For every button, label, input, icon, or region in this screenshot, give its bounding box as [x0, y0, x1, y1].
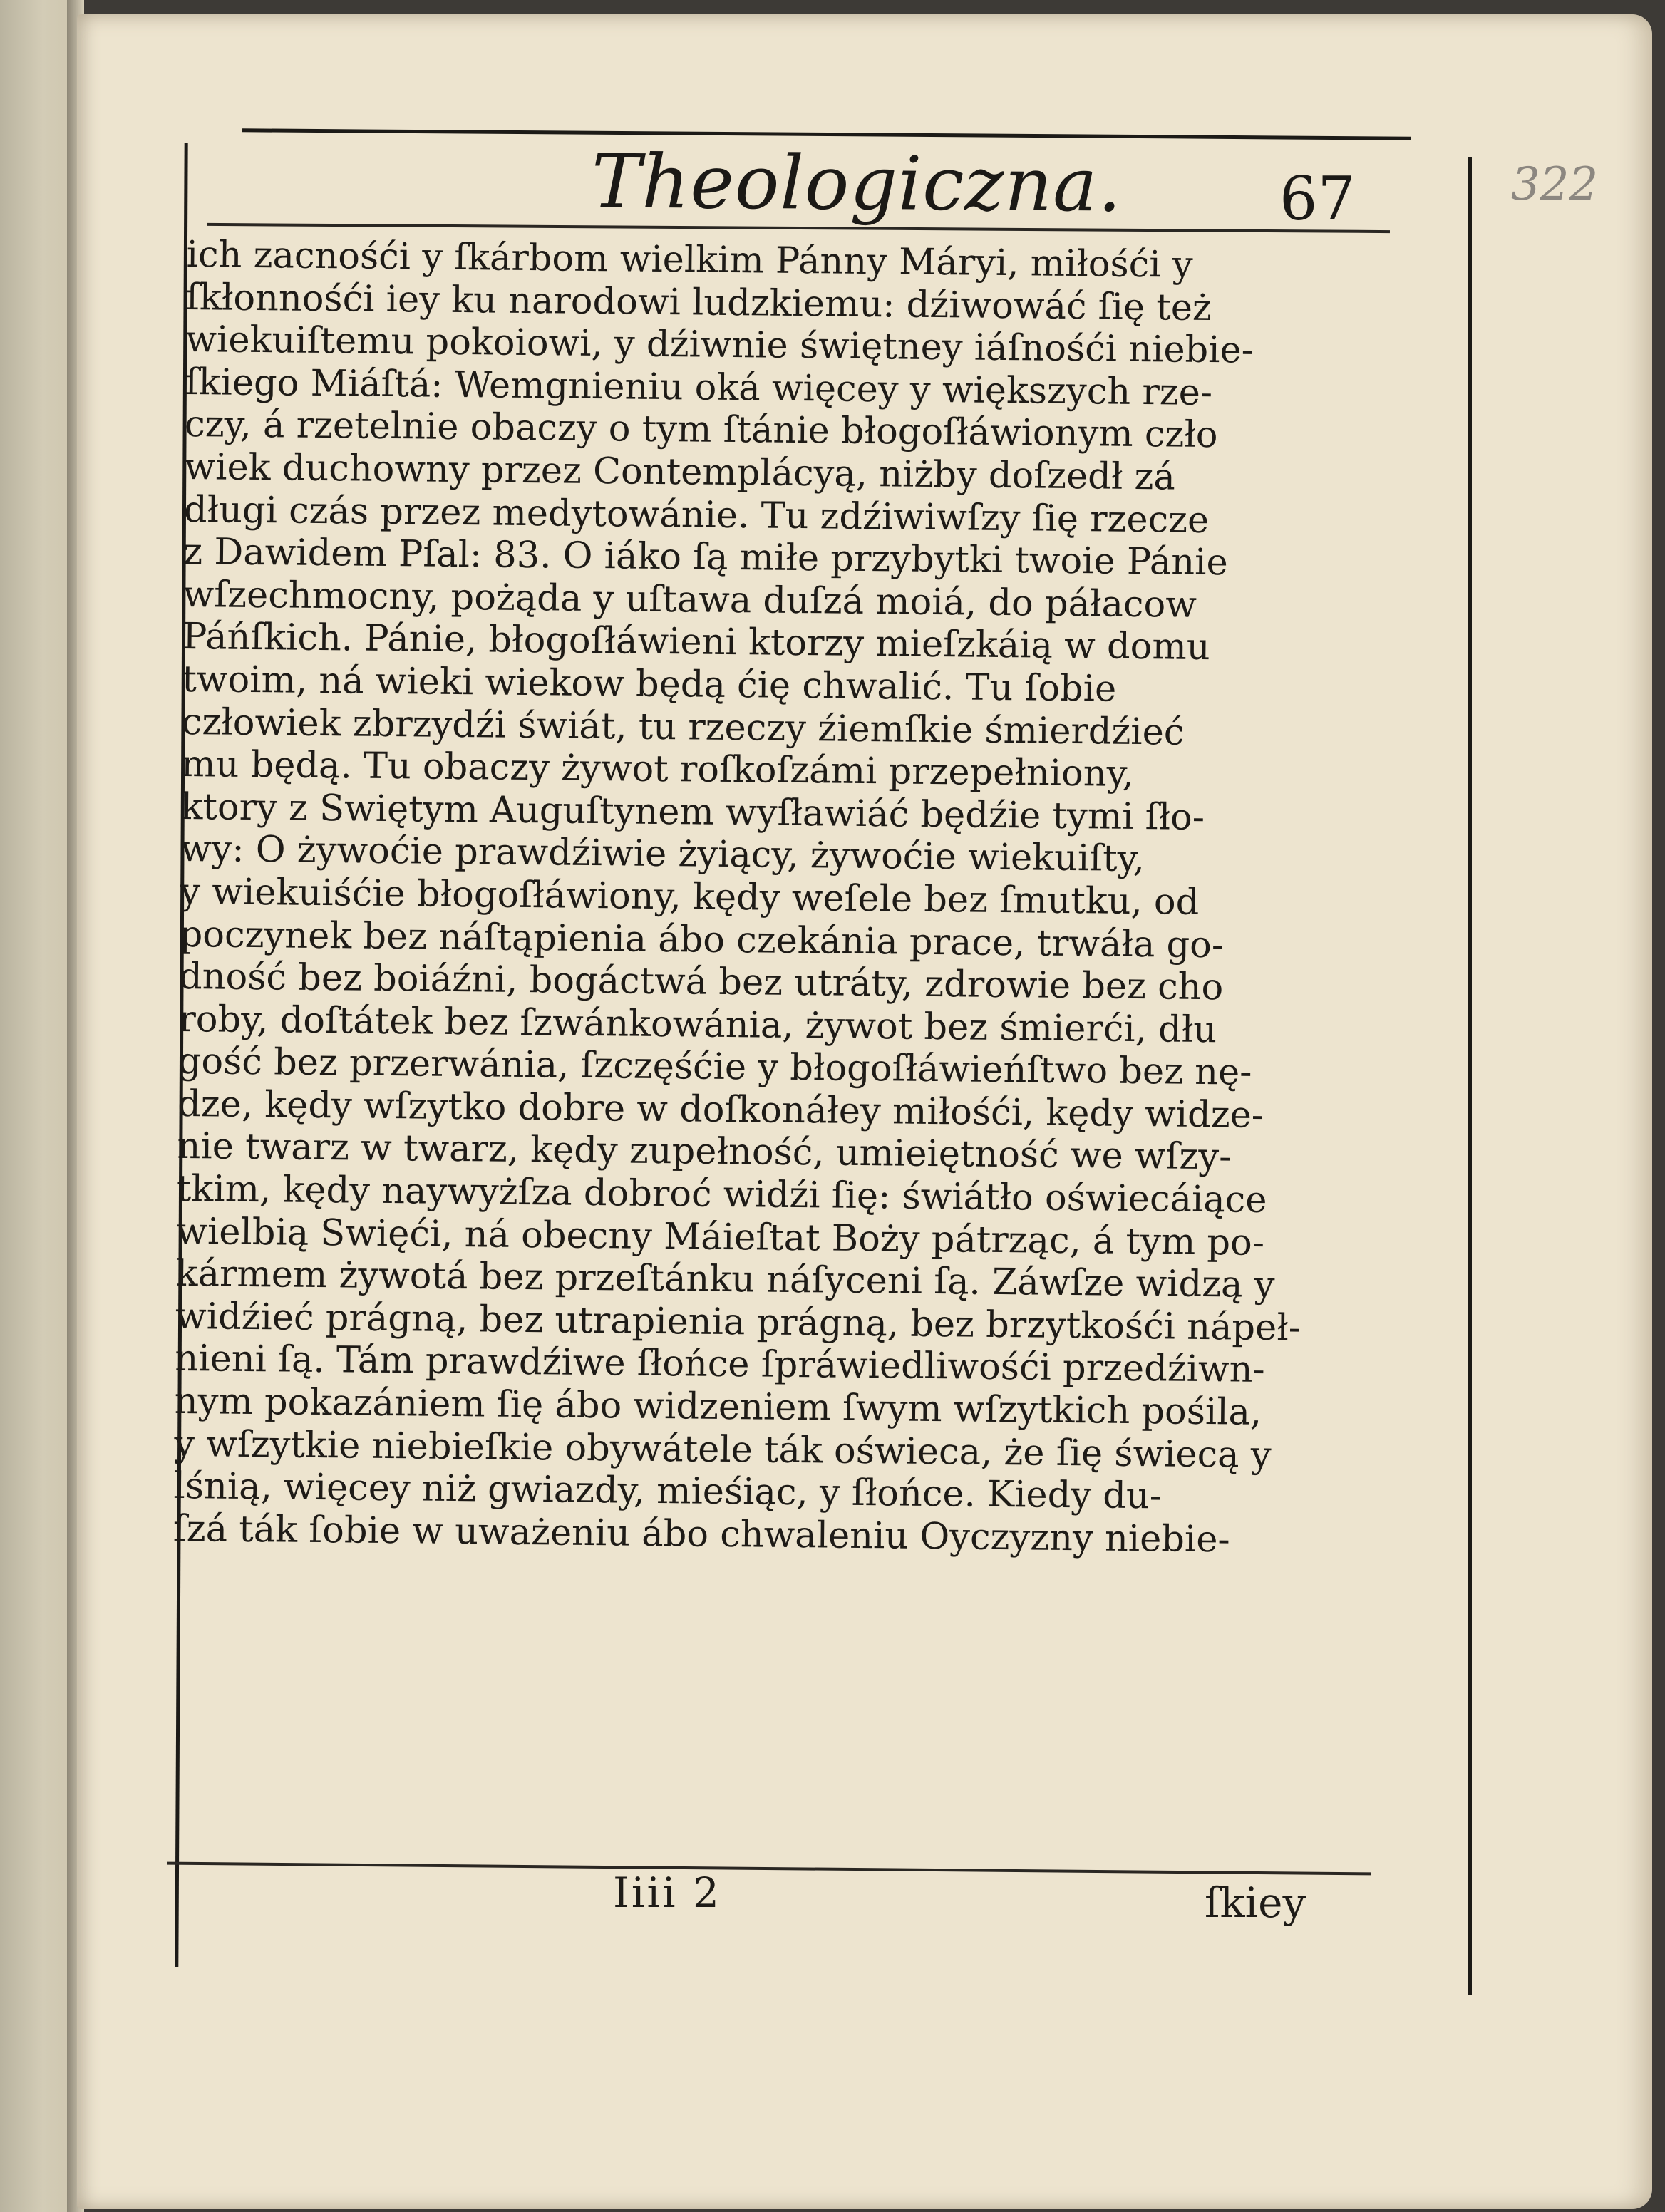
text-line: z Dawidem Pſal: 83. O iáko ſą miłe przybytki twoie Pánie: [183, 531, 1228, 584]
text-line: y wiekuiśćie błogoſłáwiony, kędy weſele bez ſmutku, od: [180, 870, 1200, 924]
text-line: gość bez przerwánia, ſzczęśćie y błogoſłáwieńſtwo bez nę-: [177, 1040, 1252, 1094]
text-line: ſzá ták ſobie w uważeniu ábo chwaleniu Oyczyzny niebie-: [172, 1507, 1231, 1561]
text-line: tkim, kędy naywyżſza dobroć widźi ſię: świátło oświecáiące: [176, 1167, 1267, 1222]
running-head-title: Theologiczna.: [591, 138, 1123, 229]
signature-mark: Iiii 2: [613, 1869, 721, 1917]
text-line: wiekuiſtemu pokoiowi, y dźiwnie świętney iáſnośći niebie-: [185, 319, 1254, 372]
text-line: mu będą. Tu obaczy żywot roſkoſzámi przepełniony,: [180, 743, 1135, 796]
text-line: wy: O żywoćie prawdźiwie żyiący, żywoćie wiekuiſty,: [180, 828, 1145, 881]
text-line: nym pokazániem ſię ábo widzeniem ſwym wſzytkich pośila,: [174, 1380, 1262, 1434]
text-line: wſzechmocny, pożąda y uſtawa duſzá moiá, do páłacow: [182, 573, 1197, 626]
text-line: ich zacnośći y ſkárbom wielkim Pánny Máryi, miłośći y: [186, 234, 1193, 286]
text-line: czy, á rzetelnie obaczy o tym ſtánie błogoſłáwionym czło: [184, 403, 1218, 457]
text-line: długi czás przez medytowánie. Tu zdźiwiwſzy ſię rzecze: [183, 488, 1210, 542]
right-frame-rule: [1468, 157, 1472, 1995]
text-line: nieni ſą. Tám prawdźiwe ſłońce ſpráwiedliwośći przedźiwn-: [175, 1338, 1266, 1392]
text-line: ſkiego Miáſtá: Wemgnieniu oká więcey y większych rze-: [185, 361, 1213, 414]
facing-page-edge: [0, 0, 71, 2212]
text-line: lśnią, więcey niż gwiazdy, mieśiąc, y ſłońce. Kiedy du-: [173, 1465, 1163, 1518]
text-line: twoim, ná wieki wiekow będą ćię chwalić. Tu ſobie: [182, 658, 1117, 710]
text-line: poczynek bez náſtąpienia ábo czekánia prace, trwáła go-: [179, 913, 1225, 966]
text-line: dze, kędy wſzytko dobre w doſkonáłey miłośći, kędy widze-: [177, 1082, 1264, 1137]
text-line: dność bez boiáźni, bogáctwá bez utráty, zdrowie bez cho: [178, 956, 1224, 1009]
text-line: ſkłonnośći iey ku narodowi ludzkiemu: dźiwowáć ſię też: [185, 276, 1212, 329]
text-line: roby, doſtátek bez ſzwánkowánia, żywot bez śmierći, dłu: [178, 998, 1217, 1051]
text-line: wielbią Swięći, ná obecny Máieſtat Boży pátrząc, á tym po-: [176, 1210, 1265, 1264]
text-line: ktory z Swiętym Auguſtynem wyſławiáć będźie tymi ſło-: [180, 785, 1205, 839]
text-line: nie twarz w twarz, kędy zupełność, umieiętność we wſzy-: [177, 1125, 1232, 1179]
text-line: człowiek zbrzydźi świát, tu rzeczy źiemſkie śmierdźieć: [181, 701, 1185, 754]
text-line: y wſzytkie niebieſkie obywátele ták oświeca, że ſię świecą y: [173, 1422, 1272, 1477]
text-line: Páńſkich. Pánie, błogoſłáwieni ktorzy mieſzkáią w domu: [182, 616, 1210, 669]
text-line: kármem żywotá bez przeſtánku náſyceni ſą. Záwſze widzą y: [175, 1253, 1275, 1307]
page-number: 67: [1279, 164, 1356, 234]
body-text: [173, 234, 1391, 1563]
text-line: widźieć prágną, bez utrapienia prágną, bez brzytkośći nápeł-: [175, 1295, 1301, 1350]
text-line: wiek duchowny przez Contemplácyą, niżby doſzedł zá: [184, 445, 1176, 499]
margin-note: 322: [1511, 158, 1599, 211]
catchword: ſkiey: [1205, 1878, 1306, 1927]
